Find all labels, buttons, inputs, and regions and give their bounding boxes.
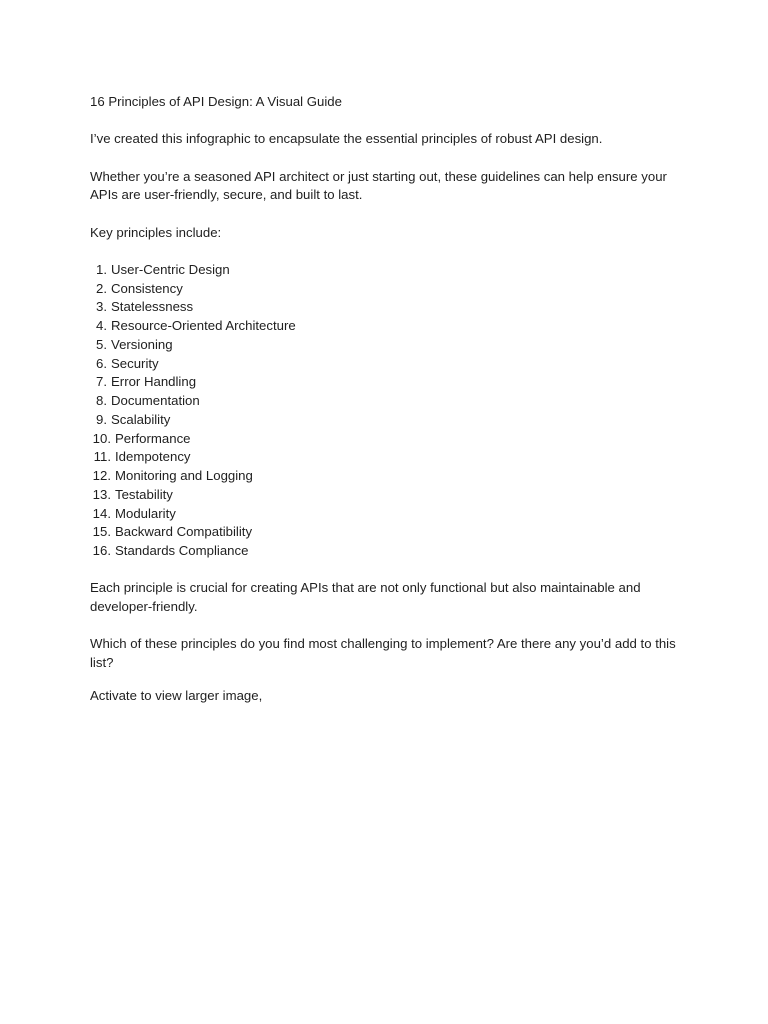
intro-paragraph: I’ve created this infographic to encapsulate the essential principles of robust API design. — [90, 131, 603, 147]
list-item-number: 13. — [92, 486, 111, 502]
list-item-label: Testability — [115, 486, 173, 502]
list-item-number: 1. — [96, 261, 107, 277]
list-item — [90, 336, 680, 355]
list-item-label: Backward Compatibility — [115, 524, 253, 540]
list-item-number: 7. — [96, 374, 107, 390]
list-item — [90, 317, 680, 336]
list-item — [90, 373, 680, 392]
list-item-label: Idempotency — [115, 449, 191, 465]
list-item-number: 5. — [96, 336, 107, 352]
list-item — [90, 467, 680, 486]
view-image-link[interactable]: Activate to view larger image, — [90, 688, 263, 704]
list-item-number: 3. — [96, 299, 107, 315]
list-item-label: Standards Compliance — [115, 543, 249, 559]
list-item — [90, 280, 680, 299]
list-item-label: Statelessness — [111, 299, 194, 315]
list-item-label: Documentation — [111, 393, 200, 409]
list-item — [90, 505, 680, 524]
list-item-number: 6. — [96, 355, 107, 371]
list-heading: Key principles include: — [90, 224, 222, 240]
list-item-number: 9. — [96, 411, 107, 427]
list-item — [90, 261, 680, 280]
question-paragraph: Which of these principles do you find most challenging to implement? Are there any you’d add to this list? — [90, 636, 676, 671]
list-item — [90, 486, 680, 505]
principles-list — [90, 261, 680, 561]
list-item-label: Security — [111, 355, 159, 371]
list-item — [90, 430, 680, 449]
list-item-number: 2. — [96, 280, 107, 296]
list-item-label: Scalability — [111, 411, 171, 427]
list-item-label: Performance — [115, 430, 191, 446]
audience-paragraph: Whether you’re a seasoned API architect or just starting out, these guidelines can help ensure your APIs are user-friendly, secure, and built to last. — [90, 168, 667, 203]
list-item — [90, 298, 680, 317]
list-item-label: Monitoring and Logging — [115, 468, 253, 484]
list-item-number: 14. — [92, 505, 111, 521]
list-item-label: Versioning — [111, 336, 173, 352]
list-item-label: Modularity — [115, 505, 176, 521]
document-title: 16 Principles of API Design: A Visual Guide — [90, 94, 342, 109]
list-item-number: 8. — [96, 393, 107, 409]
document-body — [90, 93, 680, 725]
list-item — [90, 411, 680, 430]
list-item — [90, 542, 680, 561]
list-item-label: User-Centric Design — [111, 261, 230, 277]
list-item-number: 11. — [93, 449, 111, 465]
list-item-number: 15. — [92, 524, 111, 540]
list-item — [90, 448, 680, 467]
summary-paragraph: Each principle is crucial for creating APIs that are not only functional but also maintainable and developer-friendly. — [90, 580, 641, 615]
list-item-number: 4. — [96, 318, 107, 334]
list-item-number: 10. — [92, 430, 111, 446]
list-item — [90, 355, 680, 374]
list-item — [90, 523, 680, 542]
list-item-label: Resource-Oriented Architecture — [111, 318, 296, 334]
list-item-label: Error Handling — [111, 374, 197, 390]
list-item — [90, 392, 680, 411]
list-item-label: Consistency — [111, 280, 183, 296]
list-item-number: 12. — [92, 468, 111, 484]
list-item-number: 16. — [92, 543, 111, 559]
